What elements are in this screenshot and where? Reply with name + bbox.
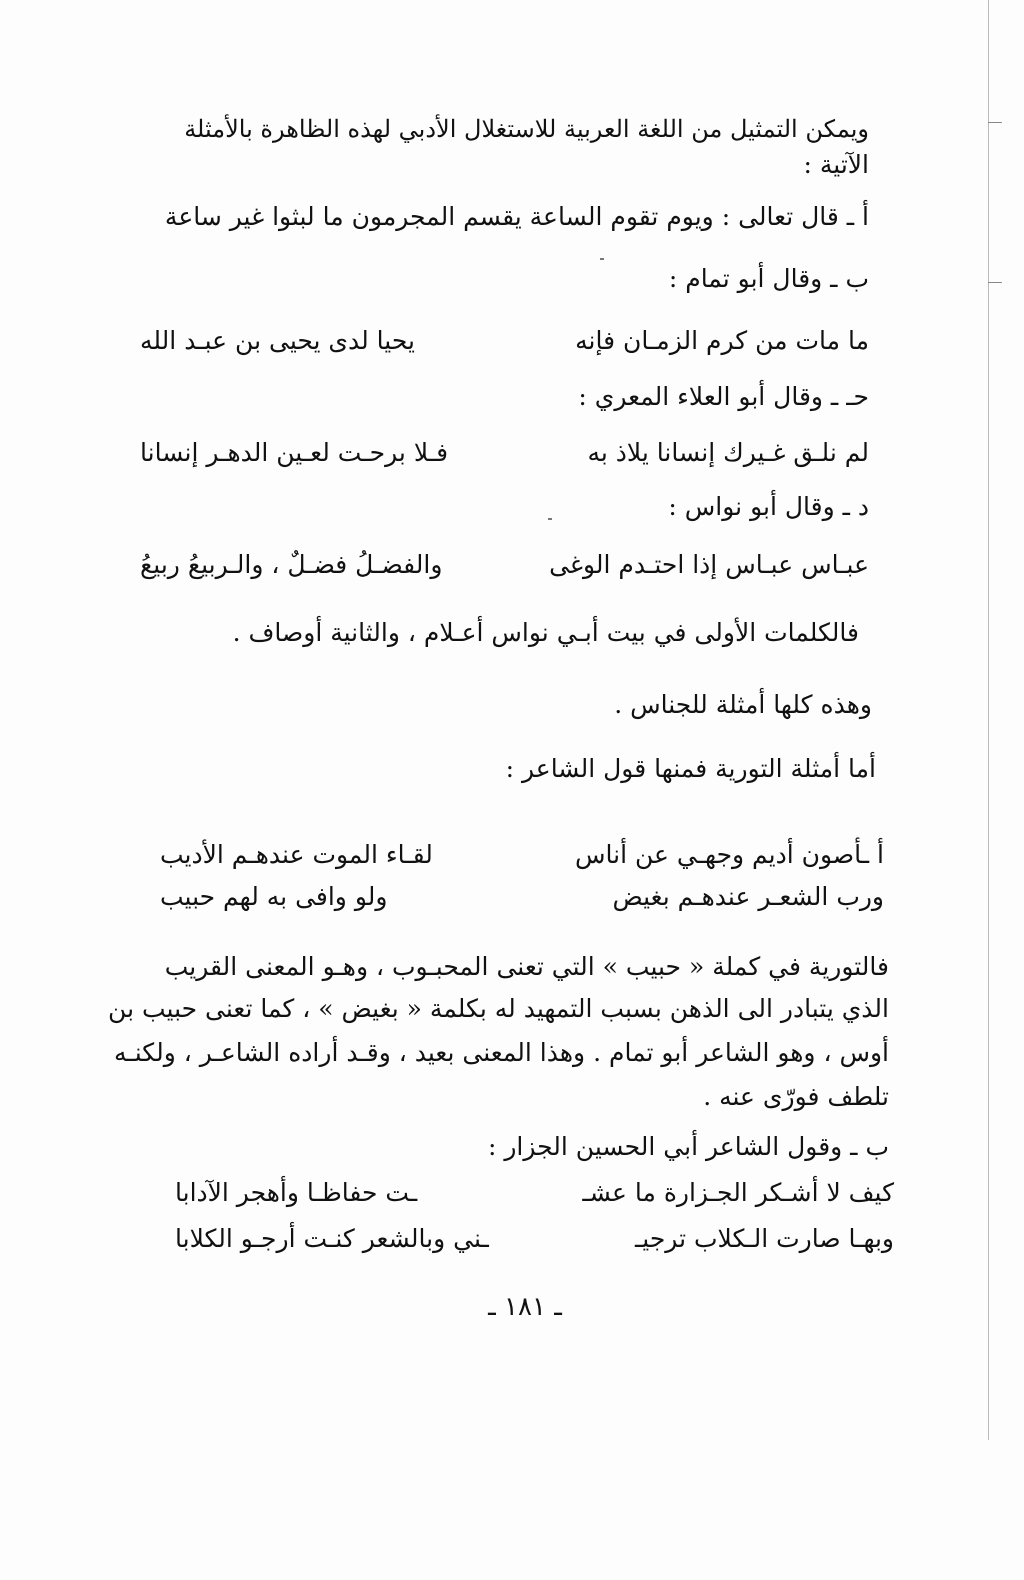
tawriya-explanation-line-4: تلطف فورّى عنه .: [703, 1082, 889, 1111]
verse-first-hemistich: لم نلـق غـيرك إنسانا يلاذ به: [587, 438, 869, 467]
jinas-summary: وهذه كلها أمثلة للجناس .: [614, 690, 872, 719]
intro-line-1: ويمكن التمثيل من اللغة العربية للاستغلال الأدبي لهذه الظاهرة بالأمثلة: [184, 115, 869, 143]
verse-second-hemistich: والفضـلُ فضـلٌ ، والـربيعُ ربيعُ: [140, 550, 443, 579]
verse-first-hemistich: ورب الشعـر عندهـم بغيض: [612, 882, 884, 911]
tawriya-intro: أما أمثلة التورية فمنها قول الشاعر :: [505, 754, 876, 783]
verse-first-hemistich: أ ـأصون أديم وجهـي عن أناس: [575, 840, 884, 869]
verse-second-hemistich: لقـاء الموت عندهـم الأديب: [160, 840, 433, 869]
example-c-intro: حـ ـ وقال أبو العلاء المعري :: [578, 382, 869, 411]
verse-second-hemistich: ولو وافى به لهم حبيب: [160, 882, 388, 911]
page-edge-line: [988, 0, 989, 1440]
scan-speck: [548, 518, 552, 520]
tawriya-explanation-line-3: أوس ، وهو الشاعر أبو تمام . وهذا المعنى بعيد ، وقـد أراده الشاعـر ، ولكنـه: [114, 1038, 889, 1067]
tawriya-b-intro: ب ـ وقول الشاعر أبي الحسين الجزار :: [487, 1132, 889, 1161]
intro-line-2: الآتية :: [803, 150, 869, 179]
example-b-intro: ب ـ وقال أبو تمام :: [668, 264, 869, 293]
verse-first-hemistich: عبـاس عبـاس إذا احتـدم الوغى: [549, 550, 869, 579]
scan-speck: [600, 258, 604, 260]
example-a: أ ـ قال تعالى : ويوم تقوم الساعة يقسم المجرمون ما لبثوا غير ساعة: [164, 202, 869, 231]
verse-second-hemistich: ـت حفاظـا وأهجر الآدابا: [175, 1178, 418, 1207]
verse-first-hemistich: ما مات من كرم الزمـان فإنه: [575, 326, 869, 355]
verse-second-hemistich: ـني وبالشعر كنـت أرجـو الكلابا: [175, 1224, 489, 1253]
tawriya-explanation-line-1: فالتورية في كملة « حبيب » التي تعنى المحبـوب ، وهـو المعنى القريب: [164, 952, 889, 981]
page-edge-mark: [988, 122, 1002, 123]
verse-first-hemistich: كيف لا أشـكر الجـزارة ما عشـ: [582, 1178, 894, 1207]
page-number: ـ ١٨١ ـ: [488, 1292, 562, 1322]
verse-first-hemistich: وبهـا صارت الـكلاب ترجيـ: [634, 1224, 894, 1253]
example-d-intro: د ـ وقال أبو نواس :: [668, 492, 869, 521]
page-edge-mark: [988, 282, 1002, 283]
verse-second-hemistich: فـلا برحـت لعـين الدهـر إنسانا: [140, 438, 449, 467]
example-d-comment: فالكلمات الأولى في بيت أبـي نواس أعـلام ، والثانية أوصاف .: [232, 618, 859, 647]
verse-second-hemistich: يحيا لدى يحيى بن عبـد الله: [140, 326, 415, 355]
tawriya-explanation-line-2: الذي يتبادر الى الذهن بسبب التمهيد له بكلمة « بغيض » ، كما تعنى حبيب بن: [108, 994, 889, 1023]
